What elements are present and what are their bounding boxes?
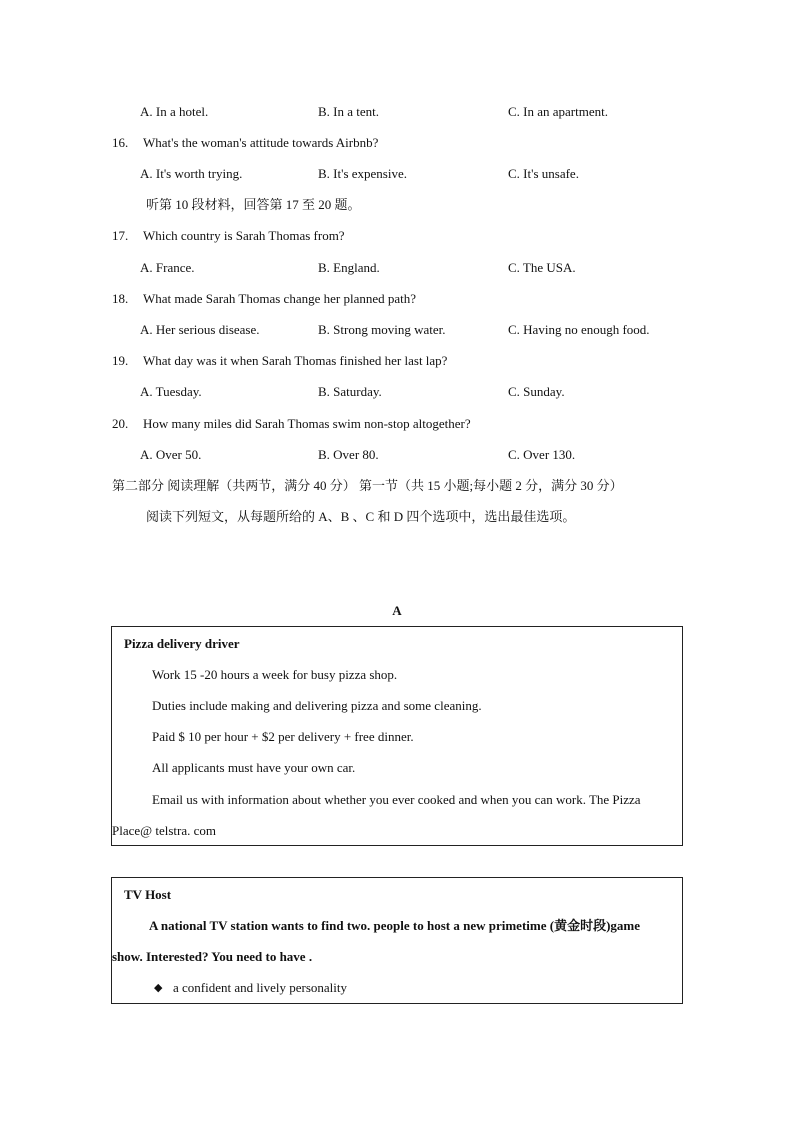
q19-option-c: C. Sunday. — [508, 384, 565, 399]
ad1-title: Pizza delivery driver — [124, 636, 240, 651]
q19-number: 19. — [112, 353, 129, 368]
passage-label: A — [392, 603, 402, 618]
ad2-intro-line-2: show. Interested? You need to have . — [112, 949, 313, 964]
ad2-intro-line-1: A national TV station wants to find two. people to host a new primetime (黄金时段)game — [149, 918, 640, 933]
ad-pizza-delivery-box — [111, 626, 683, 846]
part2-header: 第二部分 阅读理解（共两节，满分 40 分） 第一节（共 15 小题;每小题 2 分，满分 30 分） — [112, 478, 623, 493]
q17-option-c: C. The USA. — [508, 260, 576, 275]
q20-number: 20. — [112, 416, 129, 431]
ad1-line-3: Paid $ 10 per hour + $2 per delivery + free dinner. — [152, 729, 414, 744]
q18-option-b: B. Strong moving water. — [318, 322, 446, 337]
q15-option-c: C. In an apartment. — [508, 104, 608, 119]
q19-text: What day was it when Sarah Thomas finished her last lap? — [143, 353, 448, 368]
ad1-line-1: Work 15 -20 hours a week for busy pizza shop. — [152, 667, 398, 682]
q19-option-a: A. Tuesday. — [140, 384, 202, 399]
q18-text: What made Sarah Thomas change her planned path? — [143, 291, 417, 306]
diamond-bullet-icon: ◆ — [154, 981, 163, 994]
q16-number: 16. — [112, 135, 129, 150]
q17-option-b: B. England. — [318, 260, 380, 275]
q18-option-a: A. Her serious disease. — [140, 322, 260, 337]
q20-option-c: C. Over 130. — [508, 447, 576, 462]
ad1-line-5: Email us with information about whether you ever cooked and when you can work. The Pizza — [152, 792, 641, 807]
q15-option-a: A. In a hotel. — [140, 104, 209, 119]
q19-option-b: B. Saturday. — [318, 384, 382, 399]
ad1-line-2: Duties include making and delivering pizza and some cleaning. — [152, 698, 482, 713]
q15-option-b: B. In a tent. — [318, 104, 380, 119]
ad2-bullet-text: a confident and lively personality — [173, 980, 348, 995]
q20-text: How many miles did Sarah Thomas swim non-stop altogether? — [143, 416, 471, 431]
ad-tv-host-box — [111, 877, 683, 1004]
q16-option-a: A. It's worth trying. — [140, 166, 243, 181]
part2-instruction: 阅读下列短文，从每题所给的 A、B 、C 和 D 四个选项中，选出最佳选项。 — [146, 509, 576, 524]
q18-option-c: C. Having no enough food. — [508, 322, 650, 337]
section10-instruction: 听第 10 段材料，回答第 17 至 20 题。 — [146, 197, 361, 212]
q17-text: Which country is Sarah Thomas from? — [143, 228, 345, 243]
q17-option-a: A. France. — [140, 260, 195, 275]
ad1-email-line: Place@ telstra. com — [112, 823, 217, 838]
q20-option-b: B. Over 80. — [318, 447, 379, 462]
q20-option-a: A. Over 50. — [140, 447, 202, 462]
q16-option-b: B. It's expensive. — [318, 166, 407, 181]
q17-number: 17. — [112, 228, 129, 243]
ad2-title: TV Host — [124, 887, 172, 902]
q16-option-c: C. It's unsafe. — [508, 166, 579, 181]
q18-number: 18. — [112, 291, 129, 306]
q16-text: What's the woman's attitude towards Airbnb? — [143, 135, 379, 150]
ad1-line-4: All applicants must have your own car. — [152, 760, 356, 775]
